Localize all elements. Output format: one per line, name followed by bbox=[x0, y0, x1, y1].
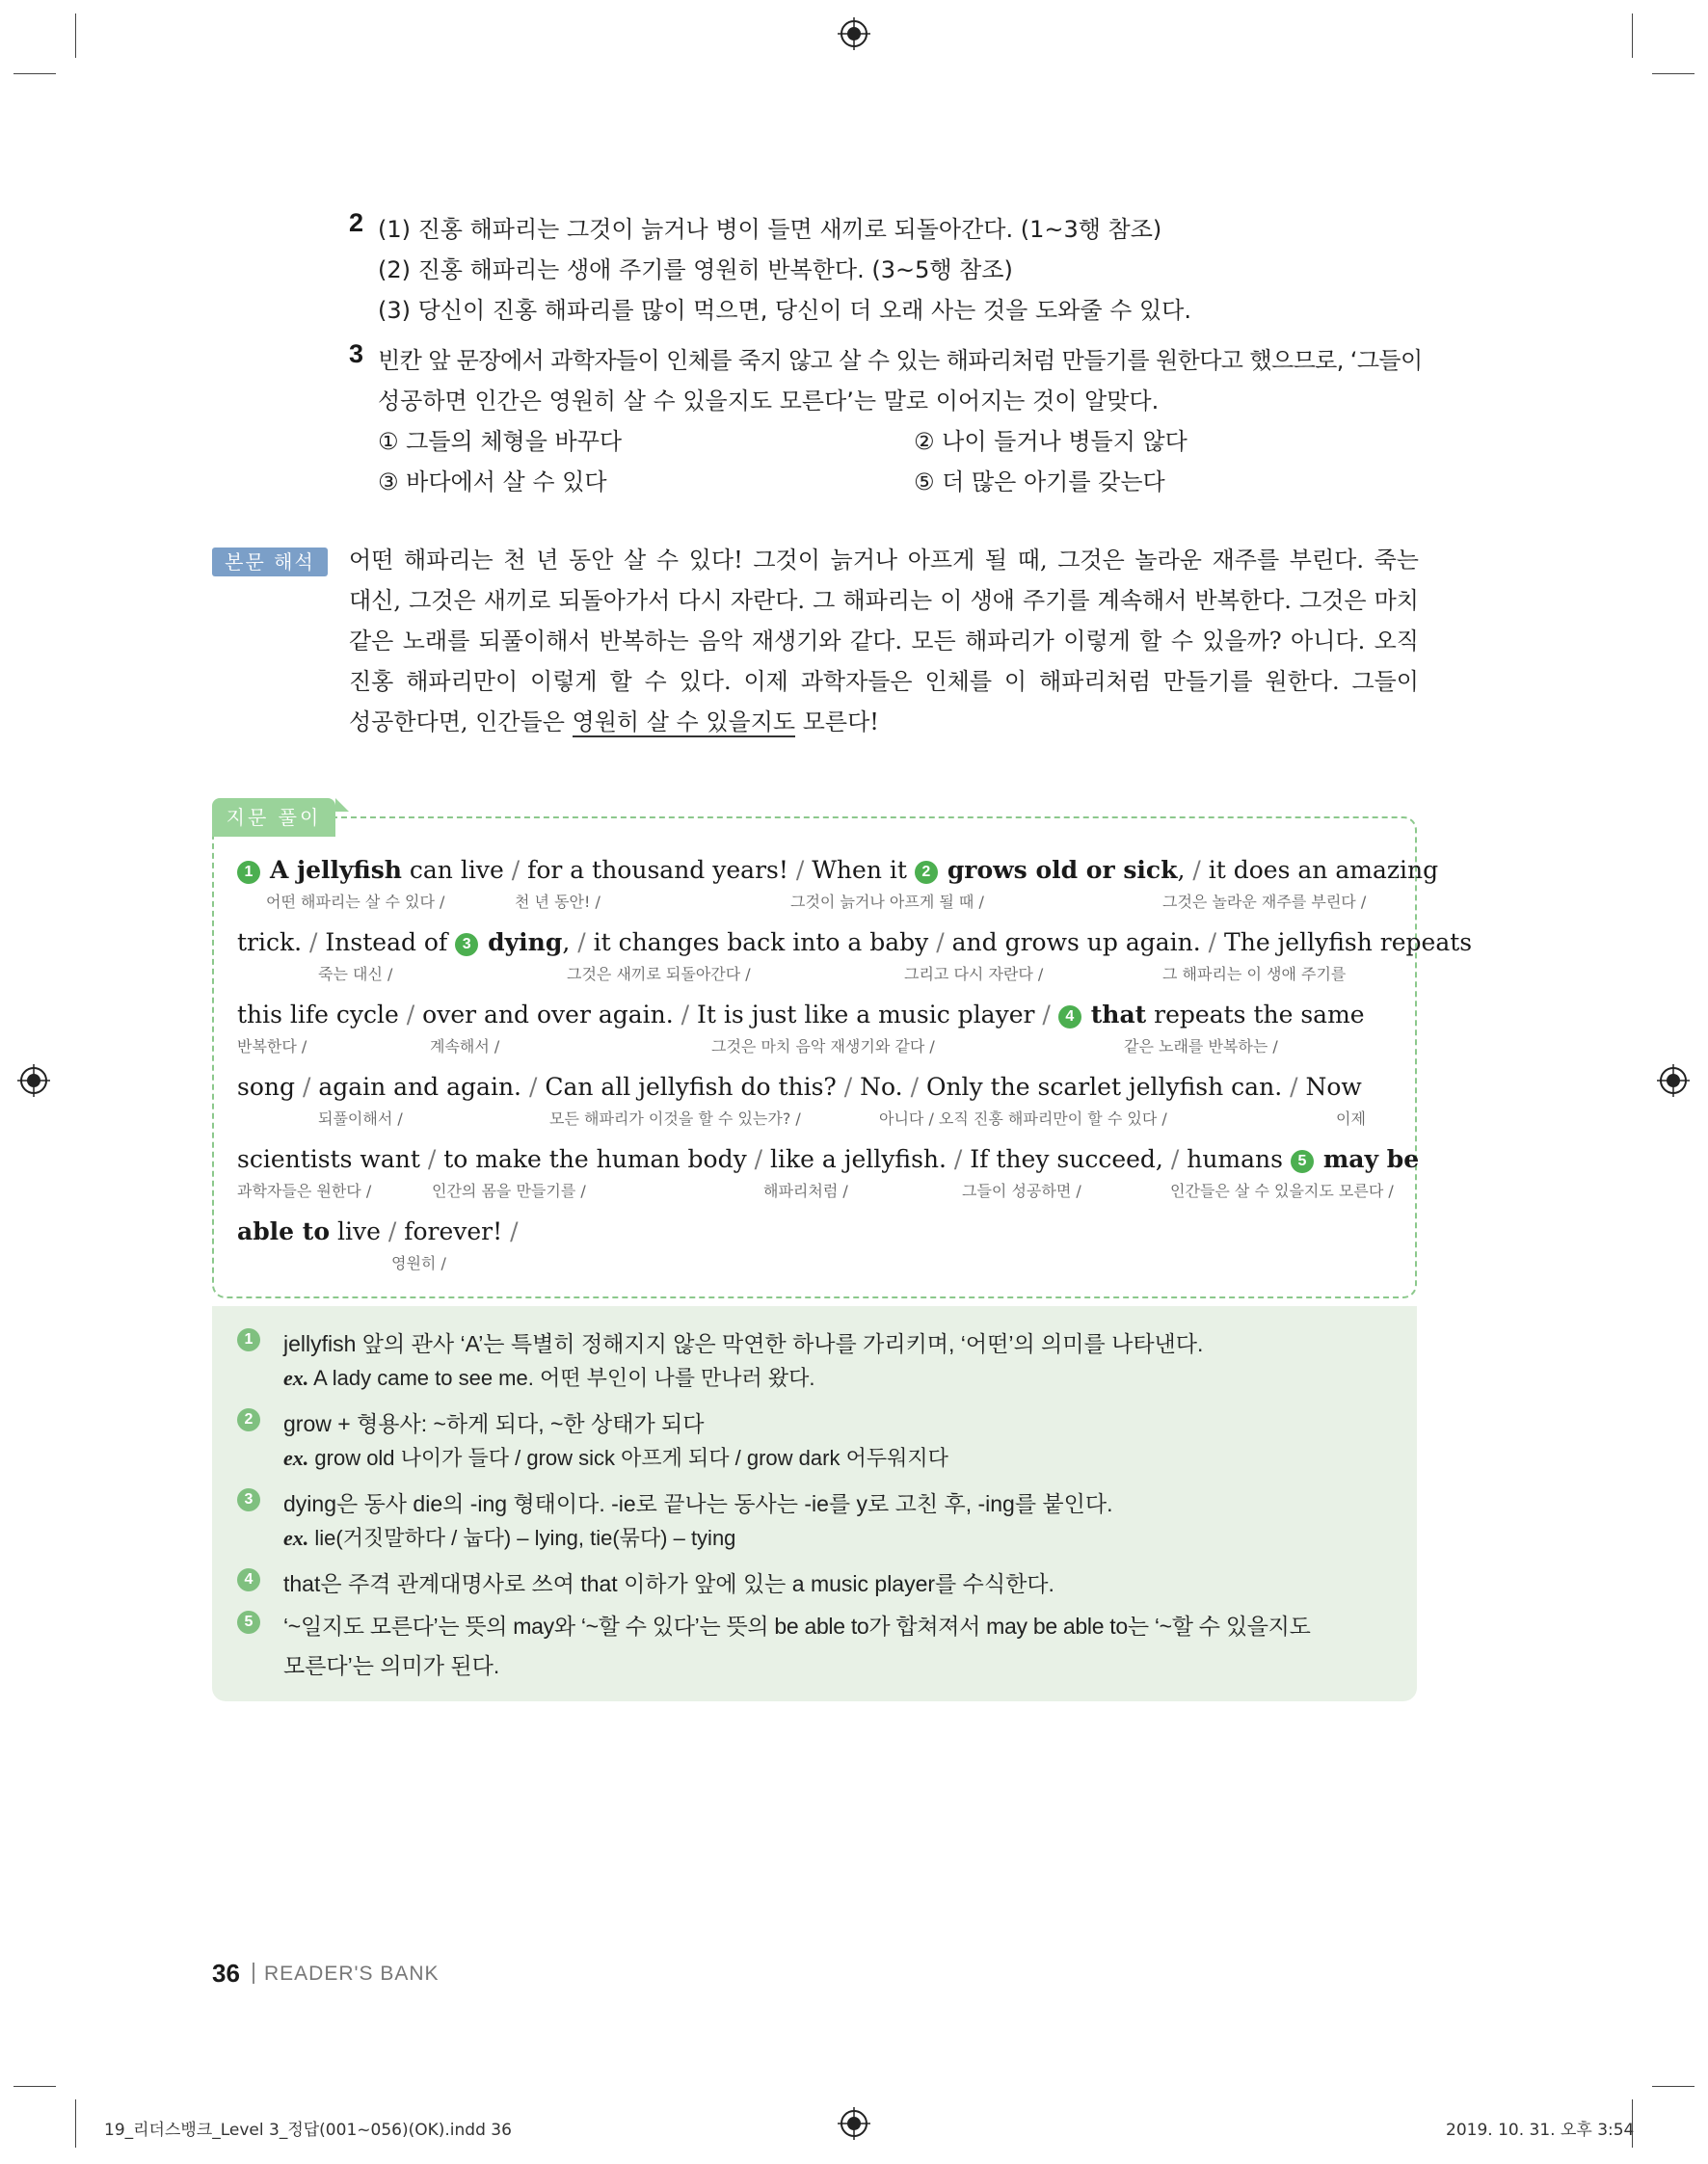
answer-number: 2 bbox=[349, 208, 364, 237]
answer-line: (2) 진홍 해파리는 생애 주기를 영원히 반복한다. (3~5행 참조) bbox=[378, 256, 1013, 283]
note-number-badge: 5 bbox=[237, 1611, 260, 1634]
footer-divider bbox=[253, 1963, 254, 1984]
example-text: grow old 나이가 들다 / grow sick 아프게 되다 / grow dark 어두워지다 bbox=[314, 1446, 948, 1470]
note-text: jellyfish 앞의 관사 ‘A’는 특별히 정해지지 않은 막연한 하나를 가리키며, ‘어떤’의 의미를 나타낸다. bbox=[283, 1331, 1204, 1356]
note-number-badge: 1 bbox=[237, 1328, 260, 1351]
footer-brand: READER'S BANK bbox=[264, 1963, 440, 1985]
example-label: ex. bbox=[283, 1526, 309, 1550]
answer-option: ① 그들의 체형을 바꾸다 bbox=[378, 428, 623, 455]
answer-option: ⑤ 더 많은 아기를 갖는다 bbox=[914, 468, 1165, 495]
note-text: grow + 형용사: ~하게 되다, ~한 상태가 되다 bbox=[283, 1411, 705, 1436]
korean-gloss: 그리고 다시 자란다 / bbox=[904, 965, 1044, 983]
korean-gloss: 되풀이해서 / bbox=[318, 1109, 403, 1128]
korean-gloss: 인간들은 살 수 있을지도 모른다 / bbox=[1170, 1182, 1394, 1200]
english-line: 1 A jellyfish can live / for a thousand years! / When it 2 grows old or sick, / it does an amazing bbox=[237, 856, 1438, 884]
korean-gloss: 어떤 해파리는 살 수 있다 / bbox=[266, 893, 445, 911]
note-text: 모른다’는 의미가 된다. bbox=[283, 1653, 500, 1678]
korean-gloss: 그 해파리는 이 생애 주기를 bbox=[1162, 965, 1347, 983]
circled-number-icon: 4 bbox=[1058, 1005, 1081, 1029]
registration-mark-icon bbox=[838, 2107, 870, 2140]
answer-line: (3) 당신이 진홍 해파리를 많이 먹으면, 당신이 더 오래 사는 것을 도와줄 수 있다. bbox=[378, 297, 1191, 324]
circled-number-icon: 5 bbox=[1291, 1150, 1314, 1173]
answer-underline: 영원히 살 수 있을지도 bbox=[572, 708, 796, 735]
korean-gloss: 천 년 동안! / bbox=[515, 893, 600, 911]
korean-gloss: 반복한다 / bbox=[237, 1037, 307, 1055]
english-line: able to live / forever! / bbox=[237, 1217, 519, 1245]
example-label: ex. bbox=[283, 1366, 309, 1390]
english-line: scientists want / to make the human body / like a jellyfish. / If they succeed, / humans 5 may be bbox=[237, 1145, 1420, 1173]
note-text: dying은 동사 die의 -ing 형태이다. -ie로 끝나는 동사는 -ie를 y로 고친 후, -ing를 붙인다. bbox=[283, 1491, 1113, 1516]
example-label: ex. bbox=[283, 1446, 309, 1470]
korean-gloss: 이제 bbox=[1336, 1109, 1366, 1128]
translation-line bbox=[349, 702, 1419, 742]
answer-option: ② 나이 들거나 병들지 않다 bbox=[914, 428, 1188, 455]
analysis-tab-corner bbox=[335, 798, 349, 812]
registration-mark-icon bbox=[17, 1064, 50, 1097]
note-number-badge: 3 bbox=[237, 1488, 260, 1511]
example-text: A lady came to see me. 어떤 부인이 나를 만나러 왔다. bbox=[313, 1366, 815, 1390]
answer-line: 성공하면 인간은 영원히 살 수 있을지도 모른다’는 말로 이어지는 것이 알맞다. bbox=[378, 387, 1160, 414]
note-text: ‘~일지도 모른다’는 뜻의 may와 ‘~할 수 있다’는 뜻의 be able to가 합쳐져서 may be able to는 ‘~할 수 있을지도 bbox=[283, 1614, 1311, 1639]
korean-gloss: 같은 노래를 반복하는 / bbox=[1124, 1037, 1278, 1055]
english-line: trick. / Instead of 3 dying, / it changes back into a baby / and grows up again. / The jellyfish repeats bbox=[237, 928, 1473, 956]
english-line: this life cycle / over and over again. / It is just like a music player / 4 that repeats the same bbox=[237, 1001, 1365, 1029]
answer-option: ③ 바다에서 살 수 있다 bbox=[378, 468, 607, 495]
korean-gloss: 모든 해파리가 이것을 할 수 있는가? / bbox=[549, 1109, 801, 1128]
note-number-badge: 2 bbox=[237, 1408, 260, 1431]
korean-gloss: 과학자들은 원한다 / bbox=[237, 1182, 372, 1200]
translation-paragraph bbox=[349, 540, 1419, 742]
analysis-tab: 지문 풀이 bbox=[212, 798, 335, 837]
answer-line: (1) 진홍 해파리는 그것이 늙거나 병이 들면 새끼로 되돌아간다. (1~3행 참조) bbox=[378, 216, 1162, 243]
note-text: that은 주격 관계대명사로 쓰여 that 이하가 앞에 있는 a music player를 수식한다. bbox=[283, 1571, 1054, 1596]
note-number-badge: 4 bbox=[237, 1568, 260, 1591]
example-text: lie(거짓말하다 / 눕다) – lying, tie(묶다) – tying bbox=[314, 1526, 736, 1550]
korean-gloss: 그것은 놀라운 재주를 부린다 / bbox=[1162, 893, 1367, 911]
crop-mark bbox=[75, 13, 76, 58]
translation-line: 대신, 그것은 새끼로 되돌아가서 다시 자란다. 그 해파리는 이 생애 주기를 계속해서 반복한다. 그것은 마치 bbox=[349, 587, 1419, 614]
korean-gloss: 계속해서 / bbox=[430, 1037, 500, 1055]
korean-gloss: 해파리처럼 / bbox=[763, 1182, 848, 1200]
answer-line: 빈칸 앞 문장에서 과학자들이 인체를 죽지 않고 살 수 있는 해파리처럼 만들기를 원한다고 했으므로, ‘그들이 bbox=[378, 347, 1423, 374]
korean-gloss: 아니다 / 오직 진홍 해파리만이 할 수 있다 / bbox=[879, 1109, 1167, 1128]
registration-mark-icon bbox=[1657, 1064, 1690, 1097]
english-line: song / again and again. / Can all jellyfish do this? / No. / Only the scarlet jellyfish can. / Now bbox=[237, 1073, 1362, 1101]
translation-text: 성공한다면, 인간들은 bbox=[349, 708, 573, 735]
translation-line: 같은 노래를 되풀이해서 반복하는 음악 재생기와 같다. 모든 해파리가 이렇게 할 수 있을까? 아니다. 오직 bbox=[349, 628, 1419, 655]
circled-number-icon: 1 bbox=[237, 861, 260, 884]
circled-number-icon: 3 bbox=[455, 933, 478, 956]
crop-mark bbox=[75, 2099, 76, 2148]
translation-line: 진홍 해파리만이 이렇게 할 수 있다. 이제 과학자들은 인체를 이 해파리처럼 만들기를 원한다. 그들이 bbox=[349, 668, 1419, 695]
print-slug-date: 2019. 10. 31. 오후 3:54 bbox=[1446, 2121, 1635, 2140]
korean-gloss: 그것은 새끼로 되돌아간다 / bbox=[567, 965, 751, 983]
note-example bbox=[283, 1362, 815, 1392]
korean-gloss: 영원히 / bbox=[391, 1254, 446, 1272]
registration-mark-icon bbox=[838, 17, 870, 50]
crop-mark bbox=[1632, 13, 1633, 58]
print-slug-file: 19_리더스뱅크_Level 3_정답(001~056)(OK).indd 36 bbox=[104, 2121, 512, 2140]
korean-gloss: 죽는 대신 / bbox=[318, 965, 393, 983]
korean-gloss: 그것은 마치 음악 재생기와 같다 / bbox=[711, 1037, 935, 1055]
translation-line: 어떤 해파리는 천 년 동안 살 수 있다! 그것이 늙거나 아프게 될 때, 그것은 놀라운 재주를 부린다. 죽는 bbox=[349, 547, 1419, 574]
crop-mark bbox=[1652, 73, 1695, 74]
note-example bbox=[283, 1522, 735, 1552]
answer-number: 3 bbox=[349, 339, 364, 368]
note-example bbox=[283, 1442, 948, 1472]
translation-text: 모른다! bbox=[795, 708, 879, 735]
korean-gloss: 그들이 성공하면 / bbox=[962, 1182, 1081, 1200]
crop-mark bbox=[13, 2086, 56, 2087]
korean-gloss: 인간의 몸을 만들기를 / bbox=[432, 1182, 586, 1200]
korean-gloss: 그것이 늙거나 아프게 될 때 / bbox=[790, 893, 984, 911]
crop-mark bbox=[1652, 2086, 1695, 2087]
circled-number-icon: 2 bbox=[915, 861, 938, 884]
translation-badge: 본문 해석 bbox=[212, 548, 328, 576]
crop-mark bbox=[13, 73, 56, 74]
page-number: 36 bbox=[212, 1959, 240, 1988]
